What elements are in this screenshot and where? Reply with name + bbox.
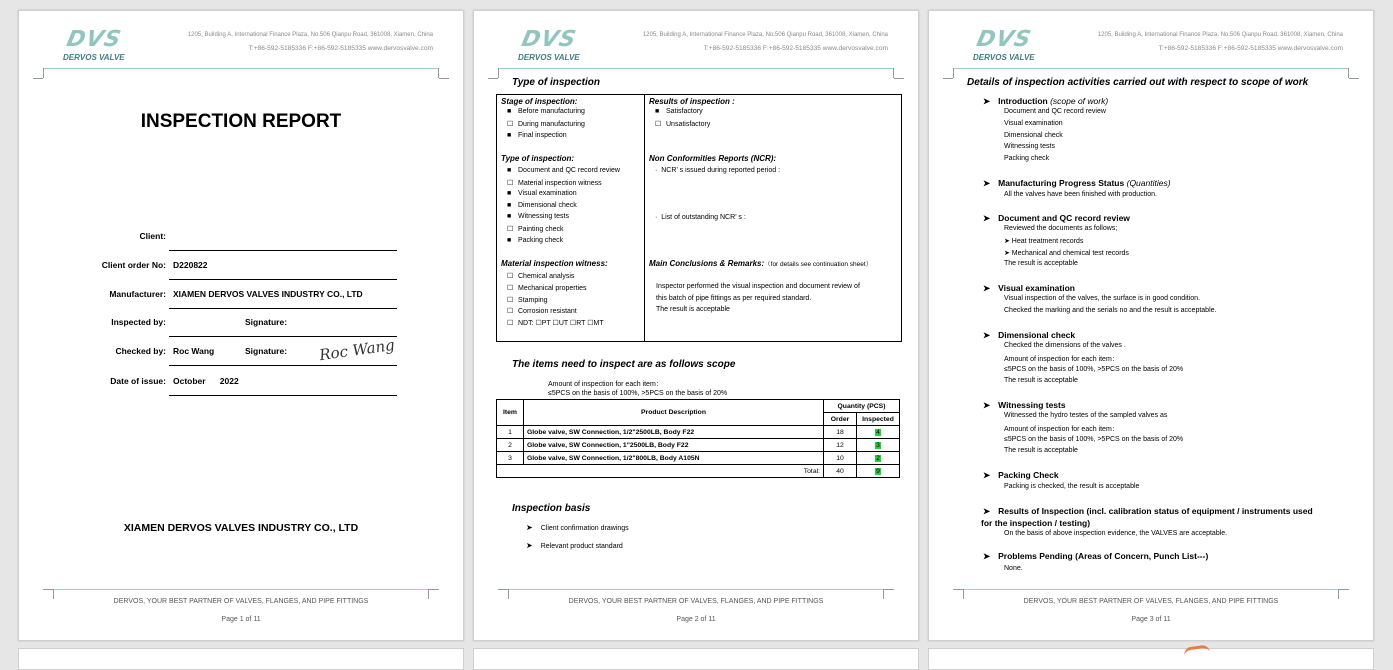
section-title: Witnessing tests: [998, 400, 1066, 410]
detail-line: Reviewed the documents as follows;: [1004, 225, 1118, 232]
header-rule: [43, 68, 439, 69]
order-label: Client order No:: [101, 260, 166, 270]
arrow-bullet-icon: ➤: [526, 541, 533, 550]
basis-item: [526, 523, 629, 532]
detail-line: The result is acceptable: [1004, 447, 1078, 455]
crop-mark: [429, 589, 439, 590]
unchecked-box-icon: ☐: [507, 320, 514, 328]
dervos-logo: [518, 27, 598, 63]
detail-line: ➤ Mechanical and chemical test records: [1004, 249, 1129, 257]
inspection-basis-heading: Inspection basis: [512, 503, 591, 514]
field-rule: [169, 336, 397, 337]
checkbox-item: [507, 179, 602, 187]
checkbox-label: Unsatisfactory: [666, 121, 711, 128]
crop-mark: [43, 68, 44, 78]
type-of-inspection-heading: Type of inspection: [512, 77, 600, 88]
crop-mark: [498, 68, 499, 78]
header-rule: [498, 68, 894, 69]
main-conclusions-title: [649, 259, 872, 268]
field-rule: [169, 308, 397, 309]
table-cell-item: 2: [497, 439, 524, 452]
section-title: Visual examination: [998, 283, 1075, 293]
client-field: [79, 231, 409, 251]
checked-box-icon: ■: [507, 108, 512, 115]
document-page-6-edge: [928, 648, 1374, 670]
section-introduction: [983, 96, 1108, 107]
unchecked-box-icon: ☐: [507, 226, 514, 233]
checkbox-label: Before manufacturing: [518, 108, 585, 115]
detail-line: Visual examination: [1004, 119, 1063, 127]
page-header: [498, 23, 894, 73]
inspected-value: 4: [876, 428, 880, 436]
column-divider: [644, 95, 645, 341]
section-problems: [983, 551, 1208, 562]
items-body: [497, 426, 900, 465]
handwritten-signature: Roc Wang: [318, 335, 396, 365]
checkbox-item: [507, 190, 577, 197]
arrow-bullet-icon: ➤: [983, 96, 991, 106]
total-inspected: 9: [876, 467, 880, 475]
company-name: XIAMEN DERVOS VALVES INDUSTRY CO., LTD: [123, 522, 359, 534]
checked-box-icon: ■: [507, 132, 512, 139]
date-label: Date of issue:: [110, 376, 166, 386]
inspected-by-label: Inspected by:: [111, 317, 166, 327]
section-title: Problems Pending (Areas of Concern, Punch List---): [998, 551, 1209, 561]
table-total-row: [497, 465, 900, 478]
column-header: Inspected: [857, 413, 900, 426]
checkbox-label: NDT: ☐PT ☐UT ☐RT ☐MT: [518, 320, 604, 328]
amount-line-2: ≤5PCS on the basis of 100%, >5PCS on the basis of 20%: [548, 390, 728, 397]
order-field: [79, 260, 409, 280]
checked-box-icon: ■: [507, 201, 512, 209]
remarks-line-3: The result is acceptable: [656, 306, 730, 313]
section-packing: [983, 470, 1059, 481]
table-cell-desc: Globe valve, SW Connection, 1/2"800LB, Body A105N: [524, 452, 824, 465]
checkbox-label: Packing check: [518, 236, 564, 244]
crop-mark: [33, 78, 43, 79]
field-rule: [169, 279, 397, 280]
crop-mark: [1339, 589, 1349, 590]
items-table: [496, 399, 900, 478]
table-cell-desc: Globe valve, SW Connection, 1"2500LB, Body F22: [524, 439, 824, 452]
checkbox-item: [507, 202, 577, 209]
manufacturer-label: Manufacturer:: [109, 289, 166, 299]
total-label: Total:: [497, 465, 824, 478]
checkbox-label: Stamping: [518, 296, 548, 304]
unchecked-box-icon: ☐: [507, 121, 514, 128]
section-title: Packing Check: [998, 470, 1059, 480]
field-rule: [169, 395, 397, 396]
detail-line: Visual inspection of the valves, the surface is in good condition.: [1004, 295, 1200, 302]
scope-heading: The items need to inspect are as follows scope: [512, 359, 736, 370]
crop-mark: [953, 68, 954, 78]
date-field: [79, 376, 409, 396]
signature-label: Signature:: [245, 346, 288, 356]
crop-mark: [943, 78, 953, 79]
page-number: Page 1 of 11: [221, 616, 261, 623]
document-page-2: [473, 10, 919, 641]
crop-mark: [894, 78, 904, 79]
section-results: [983, 506, 1313, 517]
total-inspected-cell: [857, 465, 900, 478]
column-header: Order: [824, 413, 857, 426]
crop-mark: [498, 589, 508, 590]
arrow-bullet-icon: ➤: [983, 283, 991, 293]
arrow-bullet-icon: ➤: [983, 213, 991, 223]
checkbox-item: [507, 132, 567, 139]
page-footer: [953, 586, 1349, 631]
table-row: [497, 452, 900, 465]
checked-by-value: Roc Wang: [173, 346, 215, 356]
ncr-issued-text: NCR’ s issued during reported period :: [661, 167, 781, 174]
header-contact: T:+86-592-5185336 F:+86-592-5185335 www.dervosvalve.com: [1158, 45, 1343, 52]
inspected-by-field: [79, 317, 409, 337]
page-header: [953, 23, 1349, 73]
crop-mark: [953, 589, 963, 590]
table-cell-item: 1: [497, 426, 524, 439]
unchecked-box-icon: ☐: [507, 284, 514, 292]
arrow-bullet-icon: ➤: [983, 400, 991, 410]
table-cell-inspected: [857, 452, 900, 465]
checked-box-icon: ■: [507, 213, 512, 221]
inspected-value: 2: [876, 454, 880, 462]
date-value: October 2022: [173, 376, 239, 386]
checkbox-label: Mechanical properties: [518, 284, 587, 292]
detail-line: Amount of inspection for each item：: [1004, 425, 1119, 433]
section-note: (Quantities): [1126, 178, 1171, 188]
inspection-summary-box: [496, 94, 902, 342]
main-conclusions-note: （for details see continuation sheet）: [764, 261, 873, 268]
manufacturer-field: [79, 289, 409, 309]
stage-title: Stage of inspection:: [501, 97, 578, 106]
detail-line: Witnessing tests: [1004, 143, 1055, 151]
header-address: 1205, Building A, International Finance Plaza, No.506 Qianpu Road, 361008, Xiamen, China: [642, 32, 888, 38]
document-page-4-edge: [18, 648, 464, 670]
field-rule: [169, 250, 397, 251]
checkbox-label: Satisfactory: [666, 108, 703, 115]
detail-line: ≤5PCS on the basis of 100%, >5PCS on the basis of 20%: [1004, 365, 1184, 373]
arrow-bullet-icon: ➤: [983, 330, 991, 340]
document-page-5-edge: [473, 648, 919, 670]
report-title: INSPECTION REPORT: [140, 111, 342, 132]
table-header-row: [497, 400, 900, 413]
section-title: Introduction: [998, 96, 1048, 106]
checkbox-item: [507, 307, 577, 315]
checked-box-icon: ■: [507, 236, 512, 244]
column-header: Quantity (PCS): [824, 400, 900, 413]
ncr-outstanding: · List of outstanding NCR’ s :: [655, 214, 746, 221]
crop-mark: [439, 78, 449, 79]
checkbox-item: [507, 237, 563, 244]
checkbox-item: [507, 108, 585, 115]
unchecked-box-icon: ☐: [655, 121, 662, 128]
checkbox-item: [507, 213, 569, 220]
column-header: Product Description: [524, 400, 824, 426]
table-cell-item: 3: [497, 452, 524, 465]
footer-rule: [963, 589, 1339, 590]
table-cell-inspected: [857, 439, 900, 452]
crop-mark: [1348, 68, 1349, 78]
header-address: 1205, Building A, International Finance Plaza, No.506 Qianpu Road, 361008, Xiamen, China: [187, 32, 433, 38]
checkbox-label: During manufacturing: [518, 121, 585, 128]
column-header: Item: [497, 400, 524, 426]
logo-mark: DVS: [64, 27, 124, 52]
type-title: Type of inspection:: [501, 154, 575, 163]
page-footer: [43, 586, 439, 631]
logo-mark: DVS: [974, 27, 1034, 52]
checkbox-label: Material inspection witness: [518, 179, 602, 187]
main-conclusions-label: Main Conclusions & Remarks:: [649, 259, 765, 268]
section-title: Manufacturing Progress Status: [998, 178, 1125, 188]
page-number: Page 2 of 11: [676, 616, 716, 623]
detail-line: The result is acceptable: [1004, 377, 1078, 385]
checkbox-item: [507, 272, 574, 280]
detail-line: ➤ Heat treatment records: [1004, 237, 1084, 245]
section-progress: [983, 178, 1171, 189]
logo-mark: DVS: [519, 27, 579, 52]
client-label: Client:: [139, 231, 166, 241]
dervos-logo: [973, 27, 1053, 63]
inspected-value: 3: [876, 441, 880, 449]
checkbox-item: [507, 120, 585, 128]
arrow-bullet-icon: ➤: [983, 178, 991, 188]
details-heading: Details of inspection activities carried out with respect to scope of work: [967, 77, 1309, 88]
checkbox-label: Witnessing tests: [518, 213, 569, 221]
section-dimensional: [983, 330, 1075, 341]
checkbox-label: Dimensional check: [518, 201, 577, 209]
problems-line: None.: [1004, 565, 1023, 572]
total-order: 40: [824, 465, 857, 478]
arrow-bullet-icon: ➤: [983, 551, 991, 561]
results-title: Results of inspection :: [649, 97, 735, 106]
crop-mark: [438, 68, 439, 78]
footer-tagline: DERVOS, YOUR BEST PARTNER OF VALVES, FLANGES, AND PIPE FITTINGS: [113, 598, 369, 605]
logo-text: DERVOS VALVE: [63, 53, 125, 62]
checkbox-item: [655, 108, 703, 115]
checkbox-label: Document and QC record review: [518, 167, 620, 174]
basis-item-text: Client confirmation drawings: [540, 525, 629, 532]
section-title: Dimensional check: [998, 330, 1076, 340]
section-title: Results of Inspection (incl. calibration status of equipment / instruments used: [998, 506, 1313, 516]
basis-item-text: Relevant product standard: [540, 543, 623, 550]
basis-item: [526, 541, 623, 550]
header-contact: T:+86-592-5185336 F:+86-592-5185335 www.dervosvalve.com: [703, 45, 888, 52]
page-footer: [498, 586, 894, 631]
table-cell-desc: Globe valve, SW Connection, 1/2"2500LB, Body F22: [524, 426, 824, 439]
checkbox-label: Final inspection: [518, 132, 567, 139]
section-results-cont: for the inspection / testing): [981, 518, 1091, 528]
checked-by-label: Checked by:: [115, 346, 166, 356]
unchecked-box-icon: ☐: [507, 273, 514, 280]
checkbox-label: Visual examination: [518, 190, 577, 198]
table-cell-inspected: [857, 426, 900, 439]
checkbox-label: Painting check: [518, 226, 564, 233]
progress-line: All the valves have been finished with production.: [1004, 191, 1157, 198]
footer-rule: [53, 589, 429, 590]
detail-line: The result is acceptable: [1004, 260, 1078, 268]
detail-line: Packing check: [1004, 155, 1050, 163]
crop-mark: [893, 68, 894, 78]
header-address: 1205, Building A, International Finance Plaza, No.506 Qianpu Road, 361008, Xiamen, China: [1097, 32, 1343, 38]
page-number: Page 3 of 11: [1131, 616, 1171, 623]
checkbox-item: [507, 296, 548, 304]
checkbox-item: [655, 120, 710, 128]
detail-line: ≤5PCS on the basis of 100%, >5PCS on the basis of 20%: [1004, 435, 1184, 443]
table-row: [497, 426, 900, 439]
material-title: Material inspection witness:: [501, 259, 608, 268]
checkbox-item: [507, 319, 604, 327]
checked-box-icon: ■: [507, 167, 512, 174]
document-page-1: [18, 10, 464, 641]
manufacturer-value: XIAMEN DERVOS VALVES INDUSTRY CO., LTD: [173, 289, 363, 299]
footer-rule: [508, 589, 884, 590]
logo-text: DERVOS VALVE: [518, 53, 580, 62]
checkbox-label: Chemical analysis: [518, 273, 575, 280]
table-cell-order: 12: [824, 439, 857, 452]
section-note: (scope of work): [1050, 96, 1109, 106]
checkbox-item: [507, 225, 564, 233]
crop-mark: [488, 78, 498, 79]
dervos-logo: [63, 27, 143, 63]
ncr-outstanding-text: List of outstanding NCR’ s :: [661, 214, 746, 221]
packing-line: Packing is checked, the result is acceptable: [1004, 483, 1140, 490]
unchecked-box-icon: ☐: [507, 308, 514, 316]
table-cell-order: 18: [824, 426, 857, 439]
ncr-title: Non Conformities Reports (NCR):: [649, 154, 777, 163]
checked-box-icon: ■: [507, 190, 512, 198]
checkbox-item: [507, 284, 586, 292]
arrow-bullet-icon: ➤: [983, 506, 991, 516]
footer-tagline: DERVOS, YOUR BEST PARTNER OF VALVES, FLANGES, AND PIPE FITTINGS: [568, 598, 824, 605]
detail-line: Witnessed the hydro testes of the sampled valves as: [1004, 412, 1168, 419]
remarks-line-1: Inspector performed the visual inspection and document review of: [656, 283, 860, 290]
crop-mark: [884, 589, 894, 590]
section-witnessing: [983, 400, 1066, 411]
crop-mark: [1349, 78, 1359, 79]
header-rule: [953, 68, 1349, 69]
logo-text: DERVOS VALVE: [973, 53, 1035, 62]
section-document-review: [983, 213, 1130, 224]
signature-label: Signature:: [245, 317, 288, 327]
crop-mark: [43, 589, 53, 590]
section-title: Document and QC record review: [998, 213, 1130, 223]
detail-line: Amount of inspection for each item：: [1004, 355, 1119, 363]
arrow-bullet-icon: ➤: [526, 523, 533, 532]
checked-box-icon: ■: [655, 108, 660, 115]
detail-line: Dimensional check: [1004, 131, 1063, 139]
detail-line: Document and QC record review: [1004, 108, 1106, 115]
table-cell-order: 10: [824, 452, 857, 465]
table-row: [497, 439, 900, 452]
footer-tagline: DERVOS, YOUR BEST PARTNER OF VALVES, FLANGES, AND PIPE FITTINGS: [1023, 598, 1279, 605]
remarks-line-2: this batch of pipe fittings as per required standard.: [656, 295, 812, 302]
document-page-3: [928, 10, 1374, 641]
detail-line: Checked the marking and the serials no and the result is acceptable.: [1004, 306, 1217, 314]
results-line: On the basis of above inspection evidence, the VALVES are acceptable.: [1004, 530, 1228, 537]
detail-line: Checked the dimensions of the valves .: [1004, 342, 1126, 349]
checkbox-label: Corrosion resistant: [518, 308, 577, 316]
section-visual: [983, 283, 1075, 294]
unchecked-box-icon: ☐: [507, 296, 514, 304]
checkbox-item: [507, 167, 620, 174]
field-rule: [169, 365, 397, 366]
order-value: D220822: [173, 260, 208, 270]
amount-line-1: Amount of inspection for each item：: [548, 381, 663, 388]
arrow-bullet-icon: ➤: [983, 470, 991, 480]
page-header: [43, 23, 439, 73]
unchecked-box-icon: ☐: [507, 179, 514, 187]
ncr-issued: · NCR’ s issued during reported period :: [655, 167, 781, 174]
header-contact: T:+86-592-5185336 F:+86-592-5185335 www.dervosvalve.com: [248, 45, 433, 52]
